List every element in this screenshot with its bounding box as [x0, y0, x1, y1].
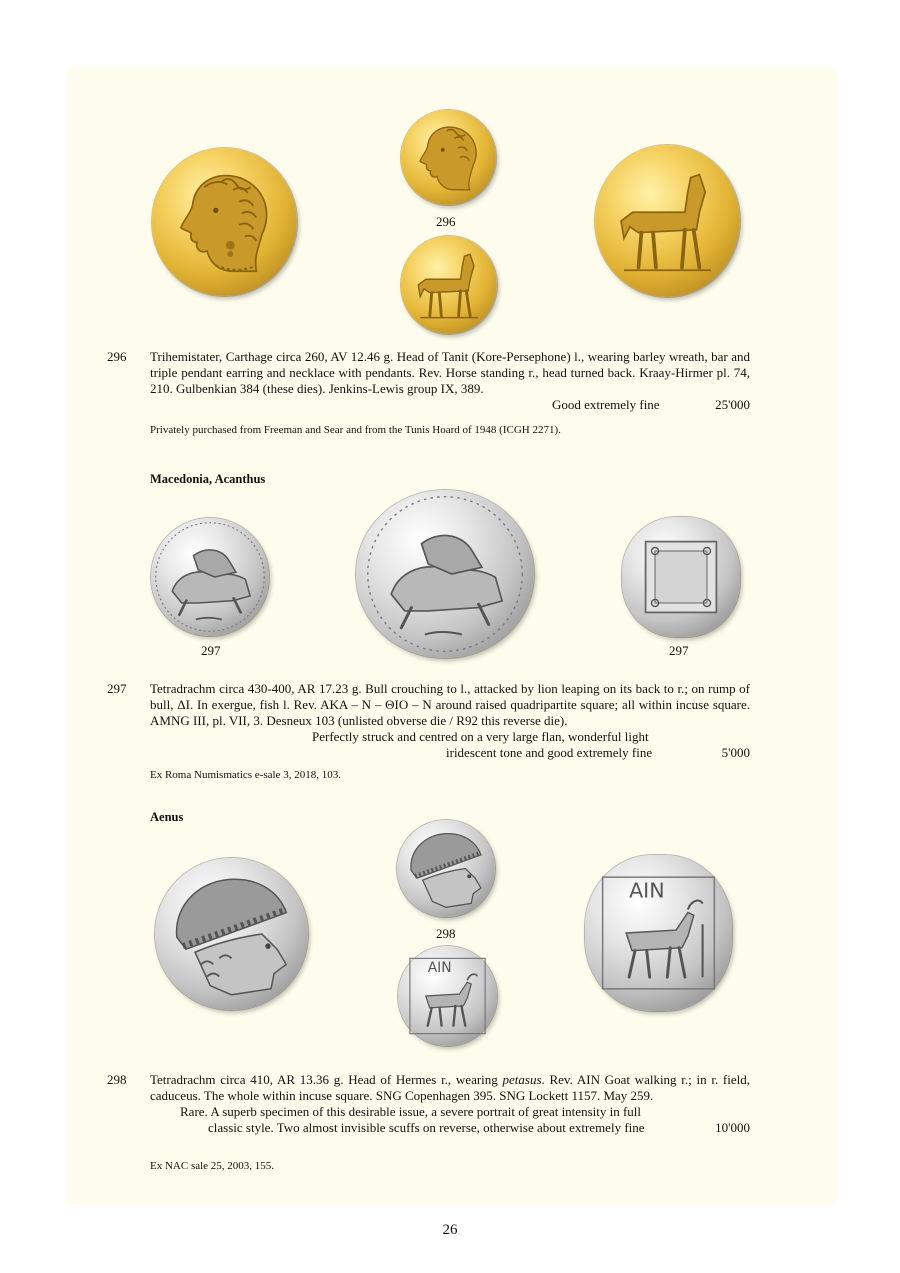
- bull-and-lion-icon: [356, 490, 534, 658]
- coin-image-label: 297: [669, 643, 689, 658]
- lot-grade: iridescent tone and good extremely fine: [446, 745, 653, 760]
- horse-icon: [401, 236, 497, 334]
- lot-grade: Perfectly struck and centred on a very large flan, wonderful light: [312, 729, 649, 744]
- lot-provenance: Ex NAC sale 25, 2003, 155.: [150, 1160, 275, 1172]
- lot-number: 297: [107, 681, 127, 696]
- coin-296-obverse-enlarged: [152, 148, 297, 296]
- horse-icon: [595, 145, 740, 297]
- section-heading: Macedonia, Acanthus: [150, 472, 266, 486]
- hermes-head-icon: [155, 858, 308, 1010]
- quadripartite-square-icon: [622, 517, 740, 637]
- coin-298-obverse-enlarged: [155, 858, 308, 1010]
- coin-inscription: AIN: [629, 878, 665, 903]
- lot-description: [150, 1072, 750, 1104]
- lot-grade: Good extremely fine: [552, 397, 660, 412]
- coin-296-reverse: [401, 236, 497, 334]
- tanit-head-icon: [401, 110, 496, 205]
- coin-image-label: 296: [436, 214, 456, 229]
- coin-298-obverse: [397, 820, 495, 917]
- goat-icon: [398, 946, 497, 1046]
- coin-296-obverse: [401, 110, 496, 205]
- coin-298-reverse: [398, 946, 497, 1046]
- coin-298-reverse-enlarged: [585, 855, 732, 1011]
- tanit-head-icon: [152, 148, 297, 296]
- lot-description-part: . Rev. AIN Goat walking r.; in r. field, caduceus. The whole within incuse square. SNG Copenhagen 395. SNG Lockett 1157. May 259.: [150, 1072, 750, 1103]
- lot-provenance: Ex Roma Numismatics e-sale 3, 2018, 103.: [150, 769, 341, 781]
- lot-price: 25'000: [715, 397, 750, 412]
- bull-and-lion-icon: [151, 518, 269, 636]
- lot-description-italic: petasus: [502, 1072, 542, 1087]
- lot-description: Tetradrachm circa 430-400, AR 17.23 g. Bull crouching to l., attacked by lion leaping on its back to r.; on rump of bull, ΔI. In exergue, fish l. Rev. AKA – N – ΘIO – N around raised quadripartite square; all within incuse square. AMNG III, pl. VII, 3. Desneux 103 (unlisted obverse die / R92 this reverse die).: [150, 681, 750, 728]
- lot-grade: Rare. A superb specimen of this desirable issue, a severe portrait of great intensity in full: [180, 1104, 642, 1119]
- lot-description: Trihemistater, Carthage circa 260, AV 12.46 g. Head of Tanit (Kore-Persephone) l., wearing barley wreath, bar and triple pendant earring and necklace with pendants. Rev. Horse standing r., head turned back. Kraay-Hirmer pl. 74, 210. Gulbenkian 384 (these dies). Jenkins-Lewis group IX, 389.: [150, 349, 750, 396]
- coin-297-obverse-enlarged: [356, 490, 534, 658]
- coin-297-reverse: [622, 517, 740, 637]
- coin-image-label: 297: [201, 643, 221, 658]
- section-heading: Aenus: [150, 810, 184, 824]
- lot-provenance: Privately purchased from Freeman and Sear and from the Tunis Hoard of 1948 (ICGH 2271).: [150, 424, 561, 436]
- coin-297-obverse: [151, 518, 269, 636]
- coin-image-label: 298: [436, 926, 456, 941]
- lot-grade: classic style. Two almost invisible scuffs on reverse, otherwise about extremely fine: [208, 1120, 645, 1135]
- lot-number: 298: [107, 1072, 127, 1087]
- lot-description-part: Tetradrachm circa 410, AR 13.36 g. Head of Hermes r., wearing: [150, 1072, 503, 1087]
- coin-296-reverse-enlarged: [595, 145, 740, 297]
- lot-price: 5'000: [721, 745, 750, 760]
- lot-price: 10'000: [715, 1120, 750, 1135]
- coin-inscription: AIN: [427, 960, 452, 977]
- hermes-head-icon: [397, 820, 495, 917]
- goat-icon: [585, 855, 732, 1011]
- lot-number: 296: [107, 349, 127, 364]
- page-number: 26: [442, 1222, 458, 1238]
